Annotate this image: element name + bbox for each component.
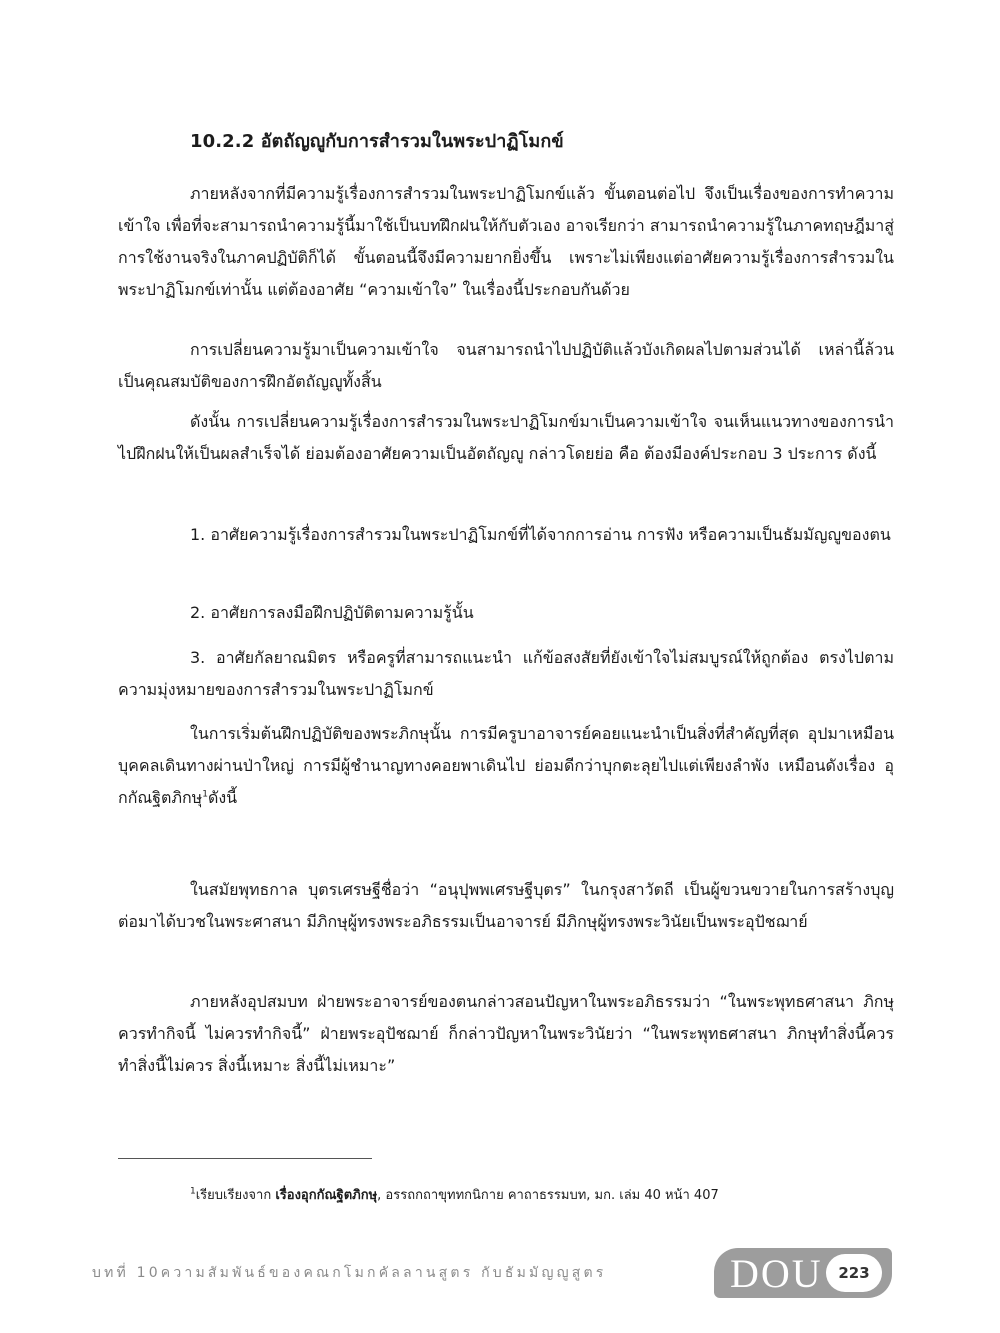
page-footer [0,1242,1000,1302]
paragraph-story-teachings: ภายหลังอุปสมบท ฝ่ายพระอาจารย์ของตนกล่าวสอนปัญหาในพระอภิธรรมว่า “ในพระพุทธศาสนา ภิกษุควรทำกิจนี้ ไม่ควรทำกิจนี้” ฝ่ายพระอุปัชฌาย์ ก็กล่าวปัญหาในพระวินัยว่า “ในพระพุทธศาสนา ภิกษุทำสิ่งนี้ควร ทำสิ่งนี้ไม่ควร สิ่งนี้เหมาะ สิ่งนี้ไม่เหมาะ” [118,992,894,1075]
section-heading: 10.2.2 อัตถัญญูกับการสำรวมในพระปาฏิโมกข์ [190,131,564,152]
footnote-divider [118,1158,372,1159]
paragraph-teacher-importance [118,718,894,814]
paragraph-story-intro: ในสมัยพุทธกาล บุตรเศรษฐีชื่อว่า “อนุปุพพเศรษฐีบุตร” ในกรุงสาวัตถี เป็นผู้ขวนขวายในการสร้างบุญ ต่อมาได้บวชในพระศาสนา มีภิกษุผู้ทรงพระอภิธรรมเป็นอาจารย์ มีภิกษุผู้ทรงพระวินัยเป็นพระอุปัชฌาย์ [118,880,894,931]
list-item-practice: 2. อาศัยการลงมือฝึกปฏิบัติตามความรู้นั้น [190,603,474,622]
list-item-kalyanamitta: 3. อาศัยกัลยาณมิตร หรือครูที่สามารถแนะนำ แก้ข้อสงสัยที่ยังเข้าใจไม่สมบูรณ์ให้ถูกต้อง ตรงไปตามความมุ่งหมายของการสำรวมในพระปาฏิโมกข์ [118,648,894,699]
footnote-number: 1 [190,1186,196,1197]
footnote-title: เรื่องอุกกัณฐิตภิกษุ [275,1188,378,1203]
paragraph-knowledge-to-understanding: ภายหลังจากที่มีความรู้เรื่องการสำรวมในพระปาฏิโมกข์แล้ว ขั้นตอนต่อไป จึงเป็นเรื่องของการทำความเข้าใจ เพื่อที่จะสามารถนำความรู้นี้มาใช้เป็นบทฝึกฝนให้กับตัวเอง อาจเรียกว่า สามารถนำความรู้ในภาคทฤษฎีมาสู่การใช้งานจริงในภาคปฏิบัติก็ได้ ขั้นตอนนี้จึงมีความยากยิ่งขึ้น เพราะไม่เพียงแต่อาศัยความรู้เรื่องการสำรวมในพระปาฏิโมกข์เท่านั้น แต่ต้องอาศัย “ความเข้าใจ” ในเรื่องนี้ประกอบกันด้วย [118,184,894,299]
footer-chapter-title: บทที่ 10ความสัมพันธ์ของคณกโมกคัลลานสูตร กับธัมมัญญูสูตร [92,1265,607,1281]
footnote [190,1186,719,1206]
paragraph-teacher-text: ในการเริ่มต้นฝึกปฏิบัติของพระภิกษุนั้น การมีครูบาอาจารย์คอยแนะนำเป็นสิ่งที่สำคัญที่สุด อุปมาเหมือนบุคคลเดินทางผ่านป่าใหญ่ การมีผู้ชำนาญทางคอยพาเดินไป ย่อมดีกว่าบุกตะลุยไปแต่เพียงลำพัง เหมือนดังเรื่อง อุกกัณฐิตภิกษุ [118,724,894,807]
footnote-reference-mark: 1 [202,789,208,800]
footnote-citation: , อรรถกถาขุททกนิกาย คาถาธรรมบท, มก. เล่ม 40 หน้า 407 [377,1188,719,1203]
footer-badge [714,1248,892,1298]
paragraph-three-components: ดังนั้น การเปลี่ยนความรู้เรื่องการสำรวมในพระปาฏิโมกข์มาเป็นความเข้าใจ จนเห็นแนวทางของการนำไปฝึกฝนให้เป็นผลสำเร็จได้ ย่อมต้องอาศัยความเป็นอัตถัญญู กล่าวโดยย่อ คือ ต้องมีองค์ประกอบ 3 ประการ ดังนี้ [118,412,894,463]
footer-brand-logo: DOU [730,1251,823,1296]
paragraph-attannuta-qualities: การเปลี่ยนความรู้มาเป็นความเข้าใจ จนสามารถนำไปปฏิบัติแล้วบังเกิดผลไปตามส่วนได้ เหล่านี้ล้วนเป็นคุณสมบัติของการฝึกอัตถัญญูทั้งสิ้น [118,340,894,391]
paragraph-teacher-end: ดังนี้ [207,788,238,807]
footnote-prefix: เรียบเรียงจาก [195,1188,276,1203]
page-number: 223 [826,1254,882,1292]
list-item-knowledge: 1. อาศัยความรู้เรื่องการสำรวมในพระปาฏิโมกข์ที่ได้จากการอ่าน การฟัง หรือความเป็นธัมมัญญูของตน [190,525,891,544]
